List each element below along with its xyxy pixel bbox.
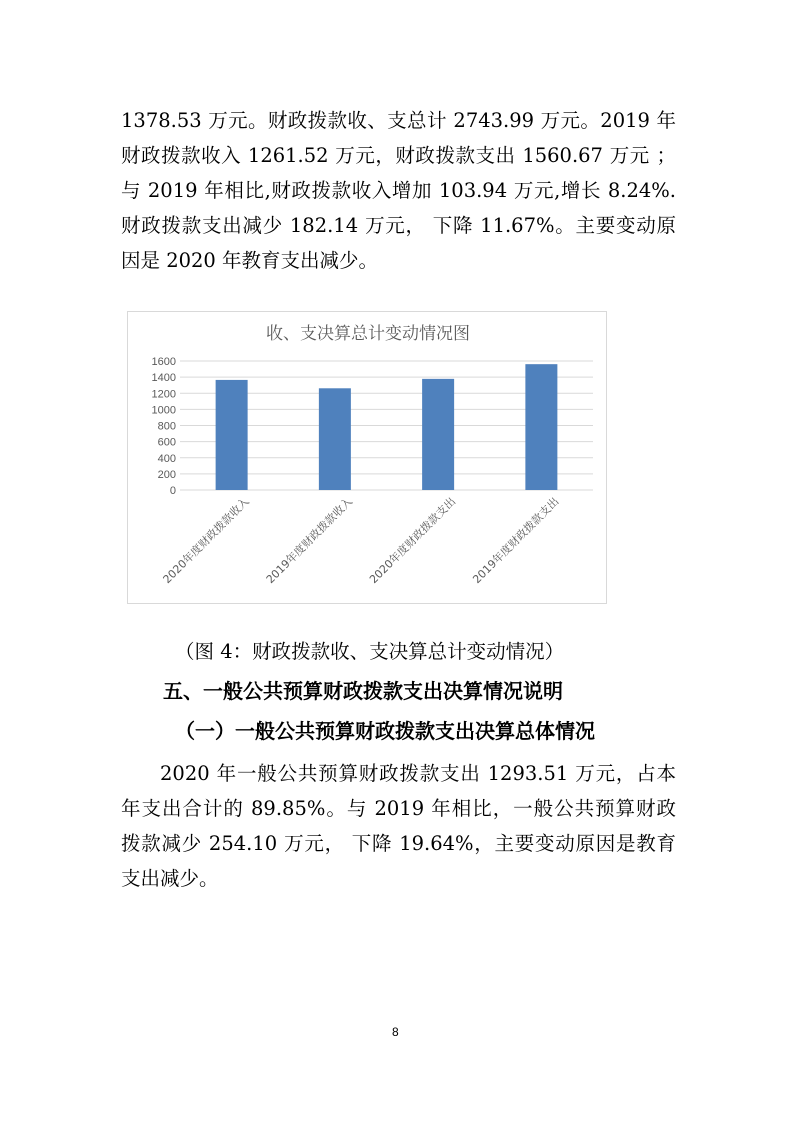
text-line: 因是 2020 年教育支出减少。 xyxy=(121,249,379,272)
subsection-heading: （一）一般公共预算财政拨款支出决算总体情况 xyxy=(175,719,595,743)
x-tick-label: 2020年度财政拨款收入 xyxy=(160,494,252,587)
paragraph-financial-summary xyxy=(121,103,676,278)
chart-canvas xyxy=(128,312,608,605)
bar-chart xyxy=(127,311,607,604)
bar xyxy=(319,388,351,490)
y-tick-label: 1000 xyxy=(151,404,176,417)
y-tick-label: 200 xyxy=(157,468,176,481)
text-line: 财政拨款支出减少 182.14 万元， 下降 11.67%。主要变动原 xyxy=(121,214,676,237)
y-tick-label: 1200 xyxy=(151,388,176,401)
text-line: 拨款减少 254.10 万元， 下降 19.64%，主要变动原因是教育 xyxy=(121,832,676,855)
y-tick-label: 1400 xyxy=(151,372,176,385)
chart-title: 收、支决算总计变动情况图 xyxy=(266,324,470,344)
text-line: 2020 年一般公共预算财政拨款支出 1293.51 万元，占本 xyxy=(160,762,676,785)
text-line: 与 2019 年相比,财政拨款收入增加 103.94 万元,增长 8.24%. xyxy=(121,179,676,202)
y-tick-label: 0 xyxy=(169,485,176,497)
x-tick-label: 2020年度财政拨款支出 xyxy=(367,494,459,587)
figure-caption: （图 4：财政拨款收、支决算总计变动情况） xyxy=(175,640,565,663)
bar xyxy=(525,364,557,490)
y-tick-label: 800 xyxy=(157,420,176,433)
section-heading: 五、一般公共预算财政拨款支出决算情况说明 xyxy=(163,679,563,703)
x-tick-label: 2019年度财政拨款收入 xyxy=(263,494,355,587)
text-line: 财政拨款收入 1261.52 万元，财政拨款支出 1560.67 万元 ； xyxy=(121,144,676,167)
y-tick-label: 400 xyxy=(157,452,176,465)
bar xyxy=(422,379,454,490)
bar xyxy=(216,380,248,490)
page-number: 8 xyxy=(392,1025,399,1039)
text-line: 年支出合计的 89.85%。与 2019 年相比，一般公共预算财政 xyxy=(121,797,676,820)
x-tick-label: 2019年度财政拨款支出 xyxy=(470,494,562,587)
paragraph-general-budget xyxy=(121,756,676,896)
y-tick-label: 600 xyxy=(157,436,176,449)
y-tick-label: 1600 xyxy=(151,356,176,368)
text-line: 支出减少。 xyxy=(121,867,219,890)
text-line: 1378.53 万元。财政拨款收、支总计 2743.99 万元。2019 年 xyxy=(121,109,676,132)
